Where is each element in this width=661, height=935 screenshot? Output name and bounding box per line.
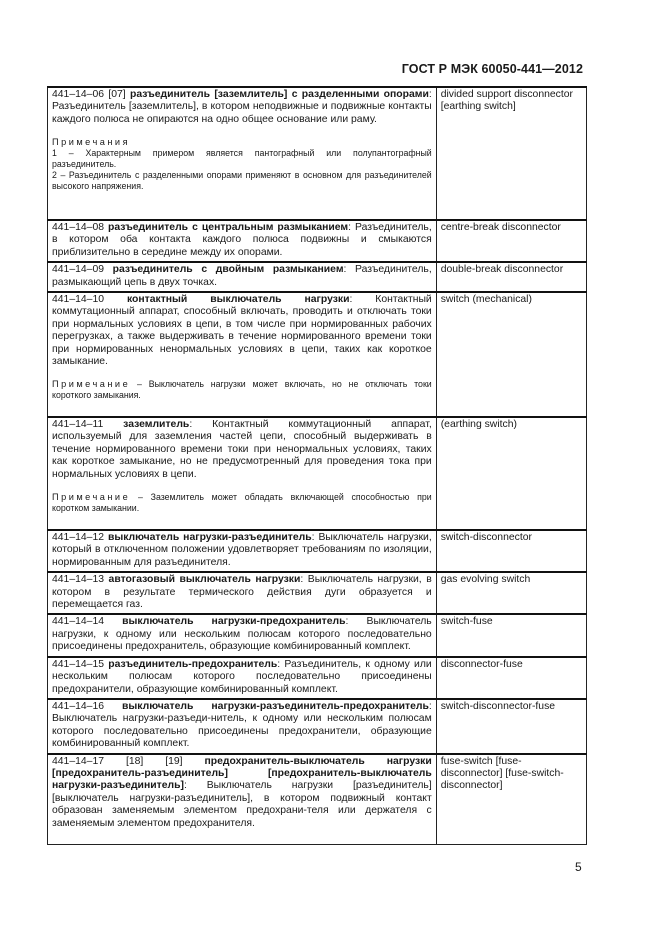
term-name: автогазовый выключатель нагрузки (108, 574, 301, 586)
english-term: gas evolving switch (436, 572, 586, 614)
definition-cell (48, 417, 437, 530)
term-name: разъединитель с двойным размыканием (112, 264, 344, 276)
table-row (48, 699, 587, 754)
table-row (48, 292, 587, 417)
english-term: switch (mechanical) (436, 292, 586, 417)
term-definition: : Разъединитель, в котором оба контакта каждого полюса подвижны и смыкаются приблизительно в середине между их опорами. (52, 222, 432, 258)
definition-cell (48, 530, 437, 572)
definition-cell (48, 87, 437, 220)
term-name: выключатель нагрузки-предохранитель (122, 616, 346, 628)
term-definition: : Выключатель нагрузки, который в отключенном положении удовлетворяет требованиям по изоляции, нормированным для разъединителя. (52, 532, 432, 568)
definition-cell (48, 657, 437, 699)
table-row (48, 220, 587, 262)
definition-cell (48, 614, 437, 656)
term-definition: : Выключатель нагрузки, в котором в результате термического действия дуги образуется и перемещается газ. (52, 574, 432, 611)
english-term: (earthing switch) (436, 417, 586, 530)
term-number: 441–14–16 (52, 700, 105, 712)
english-term: switch-fuse (436, 614, 586, 656)
english-term: switch-disconnector-fuse (436, 699, 586, 754)
note-text: – Выключатель нагрузки может включать, но не отключать токи короткого замыкания. (52, 379, 432, 401)
english-term: divided support disconnector [earthing switch] (436, 87, 586, 220)
term-number: 441–14–17 [18] [19] (52, 755, 183, 767)
term-name: заземлитель (123, 419, 190, 431)
terms-table (47, 86, 587, 845)
term-number: 441–14–13 (52, 574, 105, 586)
term-name: предохранитель-выключатель нагрузки [предохранитель-разъединитель] [предохранитель-выключатель нагрузки-разъединитель] (52, 755, 432, 792)
english-term: centre-break disconnector (436, 220, 586, 262)
table-row (48, 87, 587, 220)
term-number: 441–14–12 (52, 532, 105, 544)
term-number: 441–14–14 (52, 616, 105, 628)
term-name: разъединитель-предохранитель (108, 658, 278, 670)
definition-cell (48, 220, 437, 262)
term-definition: : Выключатель нагрузки, к одному или нескольким полюсам которого последовательно присоединены предохранитель, образующие комбинированный комплект. (52, 616, 432, 653)
english-term: fuse-switch [fuse-disconnector] [fuse-switch-disconnector] (436, 754, 586, 845)
term-name: контактный выключатель нагрузки (126, 294, 350, 306)
table-row (48, 657, 587, 699)
table-row (48, 417, 587, 530)
term-definition: : Выключатель нагрузки [разъединитель] [выключатель нагрузки-разъединитель], в котором подвижный контакт образован заменяемым элементом предохрани-теля или держателя с заменяемым элементом предохранителя. (52, 780, 432, 829)
term-definition: : Разъединитель [заземлитель], в котором неподвижные и подвижные контакты каждого полюса не опираются на одно общее основание или раму. (52, 89, 432, 125)
term-definition: : Разъединитель, к одному или нескольким полюсам которого последовательно присоединены предохранители, образующие комбинированный комплект. (52, 658, 432, 695)
term-name: разъединитель с центральным размыканием (108, 222, 349, 233)
note-block (52, 492, 432, 514)
note-block (52, 379, 432, 401)
english-term: switch-disconnector (436, 530, 586, 572)
term-definition: : Контактный коммутационный аппарат, способный включать, проводить и отключать токи при нормальных условиях в цепи, в том числе при нормированных рабочих перегрузках, а также выдерживать в течение нормированного времени токи при нормированных ненормальных условиях в цепи, таких как короткое замыкание. (52, 294, 432, 368)
table-row (48, 530, 587, 572)
term-name: разъединитель [заземлитель] с разделенными опорами (130, 89, 429, 100)
definition-cell (48, 262, 437, 292)
table-row (48, 754, 587, 845)
table-row (48, 262, 587, 292)
notes-block (52, 137, 432, 192)
english-term: double-break disconnector (436, 262, 586, 292)
definition-cell (48, 699, 437, 754)
standard-header: ГОСТ Р МЭК 60050-441—2012 (401, 62, 583, 76)
term-number: 441–14–10 (52, 294, 105, 306)
term-number: 441–14–06 [07] (52, 89, 126, 100)
note-title: Примечание (52, 492, 131, 503)
term-number: 441–14–15 (52, 658, 105, 670)
term-definition: : Выключатель нагрузки-разъеди-нитель, к одному или нескольким полюсам которого последовательно присоединены предохранители, образующие комбинированный комплект. (52, 700, 432, 750)
term-number: 441–14–11 (52, 419, 104, 431)
definition-cell (48, 292, 437, 417)
term-name: выключатель нагрузки-разъединитель-предохранитель (122, 700, 429, 712)
table-row (48, 572, 587, 614)
english-term: disconnector-fuse (436, 657, 586, 699)
note-title: Примечание (52, 379, 131, 390)
note-item: 1 – Характерным примером является пантографный или полупантографный разъединитель. (52, 148, 432, 170)
table-row (48, 614, 587, 656)
term-definition: : Контактный коммутационный аппарат, используемый для заземления частей цепи, способный выдерживать в течение нормированного времени токи при ненормальных условиях, таких как короткое замыкание, но не предусмотренный для проведения тока при нормальных условиях в цепи. (52, 419, 432, 480)
definition-cell (48, 754, 437, 845)
term-number: 441–14–08 (52, 222, 105, 233)
term-definition: : Разъединитель, размыкающий цепь в двух точках. (52, 264, 432, 288)
page-number: 5 (575, 860, 582, 874)
note-text: – Заземлитель может обладать включающей способностью при коротком замыкании. (52, 492, 432, 514)
note-title: Примечания (52, 137, 131, 148)
definition-cell (48, 572, 437, 614)
term-name: выключатель нагрузки-разъединитель (107, 532, 312, 544)
term-number: 441–14–09 (52, 264, 105, 276)
note-item: 2 – Разъединитель с разделенными опорами применяют в основном для разъединителей высокого напряжения. (52, 170, 432, 192)
